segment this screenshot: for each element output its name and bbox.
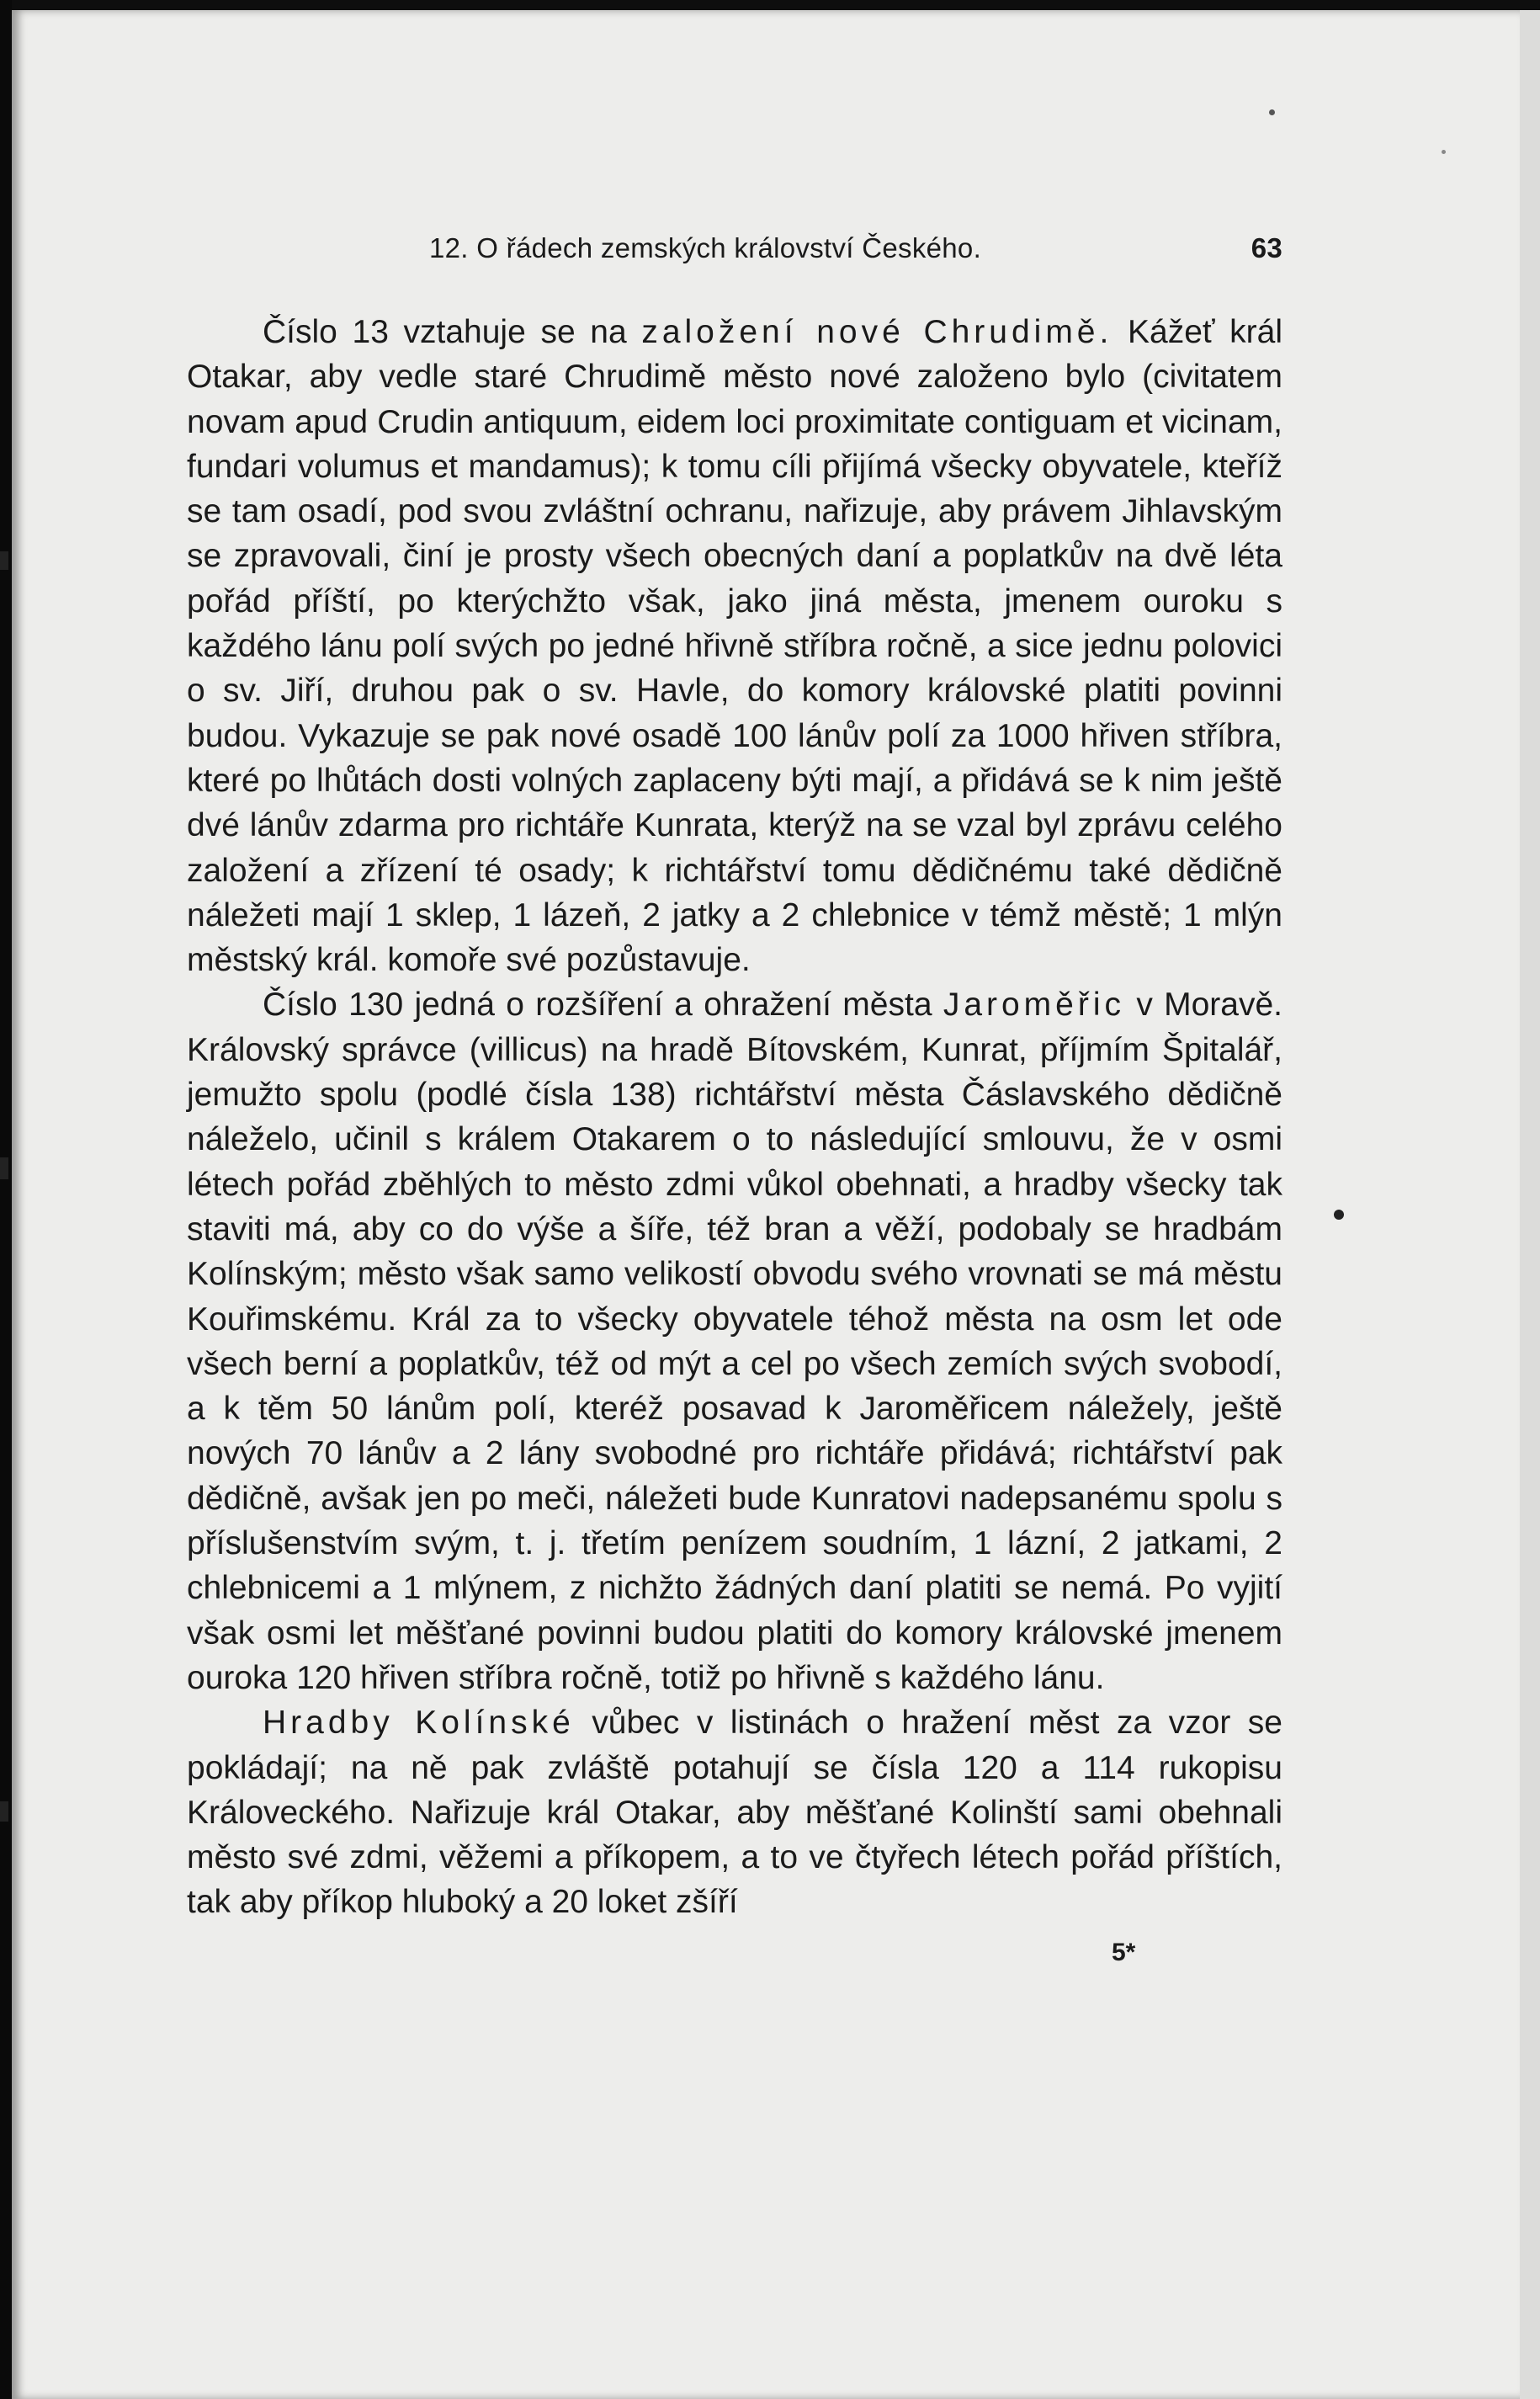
paragraph-text: Číslo 13 vztahuje se na	[263, 314, 642, 350]
page-content	[187, 226, 1282, 1984]
paragraph	[187, 310, 1282, 982]
scan-speck	[1269, 109, 1275, 115]
body-text	[187, 310, 1282, 1925]
left-edge-mark	[0, 1157, 8, 1179]
scan-speck	[1442, 150, 1446, 154]
spaced-emphasis: Jaroměřic	[943, 987, 1126, 1024]
paragraph-text: vůbec v listinách o hražení měst za vzor se pokládají; na ně pak zvláště potahují se čísla 120 a 114 rukopisu Královeckého. Nařizuje král Otakar, aby měšťané Kolinští sami obehnali město své zdmi, věžemi a příkopem, a to ve čtyřech létech pořád příštích, tak aby příkop hluboký a 20 loket zšíří	[187, 1705, 1282, 1921]
spaced-emphasis: založení nové Chrudimě.	[641, 314, 1113, 350]
paragraph-text: v Moravě. Královský správce (villicus) na hradě Bítovském, Kunrat, příjmím Špitalář, jemužto spolu (podlé čísla 138) richtářství města Čáslavského dědičně náleželo, učinil s králem Otakarem o to následující smlouvu, že v osmi létech pořád zběhlých to město zdmi vůkol obehnati, a hradby všecky tak staviti má, aby co do výše a šíře, též bran a věží, podobaly se hradbám Kolínským; město však samo velikostí obvodu svého vrovnati se má městu Kouřimskému. Král za to všecky obyvatele téhož města na osm let ode všech berní a poplatkův, též od mýt a cel po všech zemích svých svobodí, a k těm 50 lánům polí, kteréž posavad k Jaroměřicem náležely, ještě nových 70 lánův a 2 lány svobodné pro richtáře přidává; richtářství pak dědičně, avšak jen po meči, náležeti bude Kunratovi nadepsanému spolu s příslušenstvím svým, t. j. třetím penízem soudním, 1 lázní, 2 jatkami, 2 chlebnicemi a 1 mlýnem, z nichžto žádných daní platiti se nemá. Po vyjití však osmi let měšťané povinni budou platiti do komory královské jmenem ouroka 120 hřiven stříbra ročně, totiž po hřivně s každého lánu.	[187, 987, 1282, 1696]
scan-right-margin	[1520, 10, 1540, 2399]
spaced-emphasis: Hradby Kolínské	[263, 1705, 575, 1742]
signature-mark: 5*	[1112, 1938, 1136, 1966]
left-edge-mark	[0, 1801, 8, 1822]
scan-speck	[1334, 1210, 1344, 1220]
paragraph-text: Kážeť král Otakar, aby vedle staré Chrudimě město nové založeno bylo (civitatem novam apud Crudin antiquum, eidem loci proximitate contiguam et vicinam, fundari volumus et mandamus); k tomu cíli přijímá všecky obyvatele, kteříž se tam osadí, pod svou zvláštní ochranu, nařizuje, aby právem Jihlavským se zpravovali, činí je prosty všech obecných daní a poplatkův na dvě léta pořád příští, po kterýchžto však, jako jiná města, jmenem ouroku s každého lánu polí svých po jedné hřivně stříbra ročně, a sice jednu polovici o sv. Jiří, druhou pak o sv. Havle, do komory královské platiti povinni budou. Vykazuje se pak nové osadě 100 lánův polí za 1000 hřiven stříbra, které po lhůtách dosti volných zaplaceny býti mají, a přidává se k nim ještě dvé lánův zdarma pro richtáře Kunrata, kterýž na se vzal byl zprávu celého založení a zřízení té osady; k richtářství tomu dědičnému také dědičně náležeti mají 1 sklep, 1 lázeň, 2 jatky a 2 chlebnice v témž městě; 1 mlýn městský král. komoře své pozůstavuje.	[187, 314, 1282, 979]
scan-left-edge	[0, 0, 12, 2399]
paragraph	[187, 1700, 1282, 1924]
running-header	[187, 226, 1282, 276]
page-footer	[187, 1934, 1282, 1984]
chapter-title: 12. O řádech zemských království Českého.	[429, 232, 982, 263]
left-edge-mark	[0, 551, 8, 570]
paragraph-text: Číslo 130 jedná o rozšíření a ohražení města	[263, 987, 943, 1024]
page-number: 63	[1251, 232, 1282, 263]
paragraph	[187, 982, 1282, 1700]
